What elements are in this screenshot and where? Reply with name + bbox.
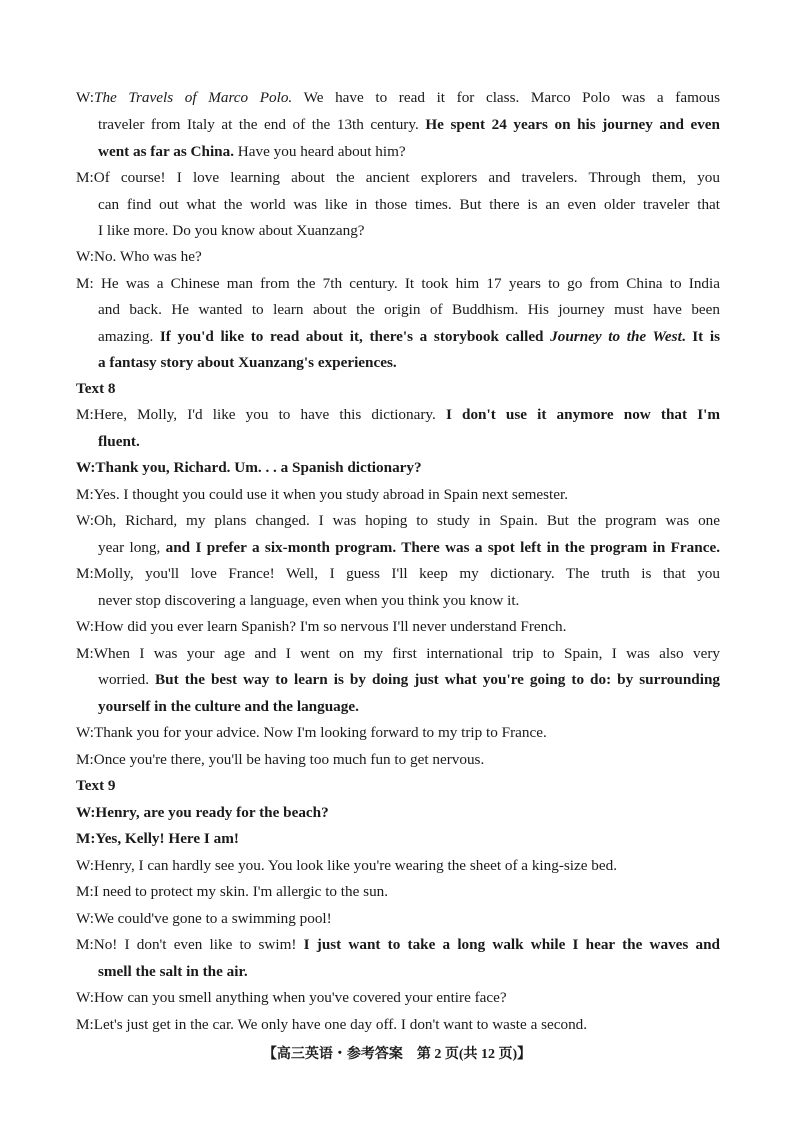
dialogue-line: can find out what the world was like in those times. But there is an even older traveler that — [98, 196, 720, 213]
dialogue-line: M:I need to protect my skin. I'm allergic to the sun. — [76, 883, 389, 900]
dialogue-line: M:Yes. I thought you could use it when you study abroad in Spain next semester. — [76, 486, 569, 503]
dialogue-line: M:Of course! I love learning about the ancient explorers and travelers. Through them, you — [76, 169, 720, 186]
highlighted-answer: Yes, Kelly! Here I am! — [95, 830, 239, 847]
dialogue-line: W:How can you smell anything when you've covered your entire face? — [76, 989, 507, 1006]
dialogue-line: M:Here, Molly, I'd like you to have this dictionary. I don't use it anymore now that I'm — [76, 406, 720, 423]
dialogue-line — [98, 353, 720, 373]
dialogue-line — [98, 697, 720, 717]
speaker-label: W: — [76, 89, 94, 106]
dialogue-line: W:The Travels of Marco Polo. We have to read it for class. Marco Polo was a famous — [76, 89, 720, 106]
dialogue-line: amazing. If you'd like to read about it, there's a storybook called Journey to the West. It is — [98, 328, 720, 345]
dialogue-line: W:How did you ever learn Spanish? I'm so nervous I'll never understand French. — [76, 618, 567, 635]
dialogue-line: M:Once you're there, you'll be having too much fun to get nervous. — [76, 751, 485, 768]
dialogue-line: M:Yes, Kelly! Here I am! — [76, 830, 239, 847]
highlighted-answer: and I prefer a six-month program. There was a spot left in the program in France. — [165, 539, 720, 556]
book-title: The Travels of Marco Polo. — [94, 89, 293, 106]
highlighted-answer: He spent 24 years on his journey and even — [425, 116, 720, 133]
dialogue-line: M:No! I don't even like to swim! I just want to take a long walk while I hear the waves and — [76, 936, 720, 953]
highlighted-answer: Henry, are you ready for the beach? — [95, 804, 329, 821]
section-heading-text8: Text 8 — [76, 380, 116, 397]
highlighted-answer: W:Thank you, Richard. Um. . . a Spanish dictionary? — [76, 459, 422, 476]
dialogue-line: never stop discovering a language, even when you think you know it. — [98, 592, 520, 609]
dialogue-line: M:Molly, you'll love France! Well, I guess I'll keep my dictionary. The truth is that you — [76, 565, 720, 582]
dialogue-line: W:Henry, I can hardly see you. You look like you're wearing the sheet of a king-size bed. — [76, 857, 618, 874]
highlighted-answer: smell the salt in the air. — [98, 963, 248, 980]
dialogue-line: traveler from Italy at the end of the 13th century. He spent 24 years on his journey and even — [98, 116, 720, 133]
dialogue-line: M:When I was your age and I went on my first international trip to Spain, I was also very — [76, 645, 720, 662]
dialogue-line: M:Let's just get in the car. We only have one day off. I don't want to waste a second. — [76, 1016, 588, 1033]
highlighted-answer: But the best way to learn is by doing just what you're going to do: by surrounding — [155, 671, 720, 688]
highlighted-answer: went as far as China. — [98, 143, 234, 160]
dialogue-line: and back. He wanted to learn about the origin of Buddhism. His journey must have been — [98, 301, 720, 318]
page-footer: 【高三英语・参考答案 第 2 页(共 12 页)】 — [262, 1047, 532, 1062]
dialogue-line: W:No. Who was he? — [76, 248, 202, 265]
highlighted-answer: a fantasy story about Xuanzang's experiences. — [98, 354, 397, 371]
dialogue-line: W:Henry, are you ready for the beach? — [76, 804, 329, 821]
dialogue-line: W:Thank you for your advice. Now I'm looking forward to my trip to France. — [76, 724, 547, 741]
dialogue-line: I like more. Do you know about Xuanzang? — [98, 222, 365, 239]
highlighted-answer: yourself in the culture and the language. — [98, 698, 359, 715]
dialogue-line: went as far as China. Have you heard about him? — [98, 143, 406, 160]
highlighted-answer: If you'd like to read about it, there's a storybook called — [159, 328, 551, 345]
section-heading-text9: Text 9 — [76, 777, 116, 794]
dialogue-line: W:We could've gone to a swimming pool! — [76, 910, 332, 927]
dialogue-line: worried. But the best way to learn is by doing just what you're going to do: by surrounding — [98, 671, 720, 688]
highlighted-answer: I just want to take a long walk while I hear the waves and — [303, 936, 720, 953]
dialogue-line — [98, 962, 720, 982]
dialogue-line: year long, and I prefer a six-month program. There was a spot left in the program in France. — [98, 539, 720, 556]
dialogue-line: M: He was a Chinese man from the 7th century. It took him 17 years to go from China to India — [76, 275, 720, 292]
dialogue-line — [76, 458, 720, 478]
book-title: Journey to the West — [550, 328, 682, 345]
dialogue-line — [98, 432, 720, 452]
dialogue-line: W:Oh, Richard, my plans changed. I was hoping to study in Spain. But the program was one — [76, 512, 720, 529]
highlighted-answer: I don't use it anymore now that I'm — [445, 406, 720, 423]
highlighted-answer: fluent. — [98, 433, 140, 450]
